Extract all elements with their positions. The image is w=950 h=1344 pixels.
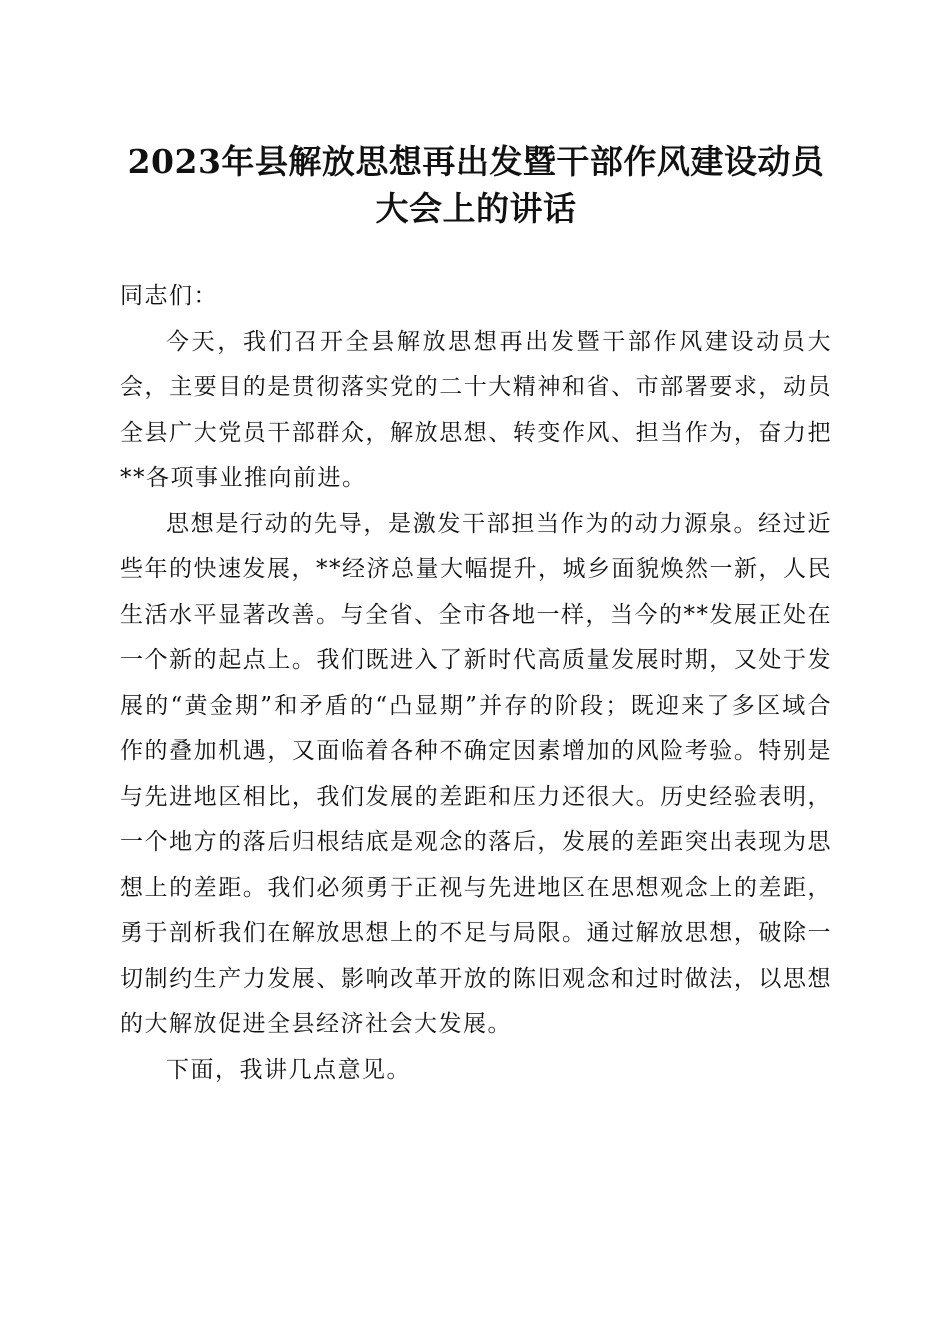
- document-title: 2023年县解放思想再出发暨干部作风建设动员大会上的讲话: [127, 142, 825, 228]
- paragraph-transition: 下面，我讲几点意见。: [166, 1056, 411, 1083]
- paragraph-opening: 今天，我们召开全县解放思想再出发暨干部作风建设动员大会，主要目的是贯彻落实党的二十大精神和省、市部署要求，动员全县广大党员干部群众，解放思想、转变作风、担当作为，奋力把**各项事业推向前进。: [120, 328, 832, 491]
- salutation: 同志们：: [120, 283, 218, 309]
- document-body: [120, 274, 832, 1093]
- paragraph-thought: 思想是行动的先导，是激发干部担当作为的动力源泉。经过近些年的快速发展，**经济总量大幅提升，城乡面貌焕然一新，人民生活水平显著改善。与全省、全市各地一样，当今的**发展正处在一个新的起点上。我们既进入了新时代高质量发展时期，又处于发展的“黄金期”和矛盾的“凸显期”并存的阶段；既迎来了多区域合作的叠加机遇，又面临着各种不确定因素增加的风险考验。特别是与先进地区相比，我们发展的差距和压力还很大。历史经验表明，一个地方的落后归根结底是观念的落后，发展的差距突出表现为思想上的差距。我们必须勇于正视与先进地区在思想观念上的差距，勇于剖析我们在解放思想上的不足与局限。通过解放思想，破除一切制约生产力发展、影响改革开放的陈旧观念和过时做法，以思想的大解放促进全县经济社会大发展。: [120, 510, 832, 1037]
